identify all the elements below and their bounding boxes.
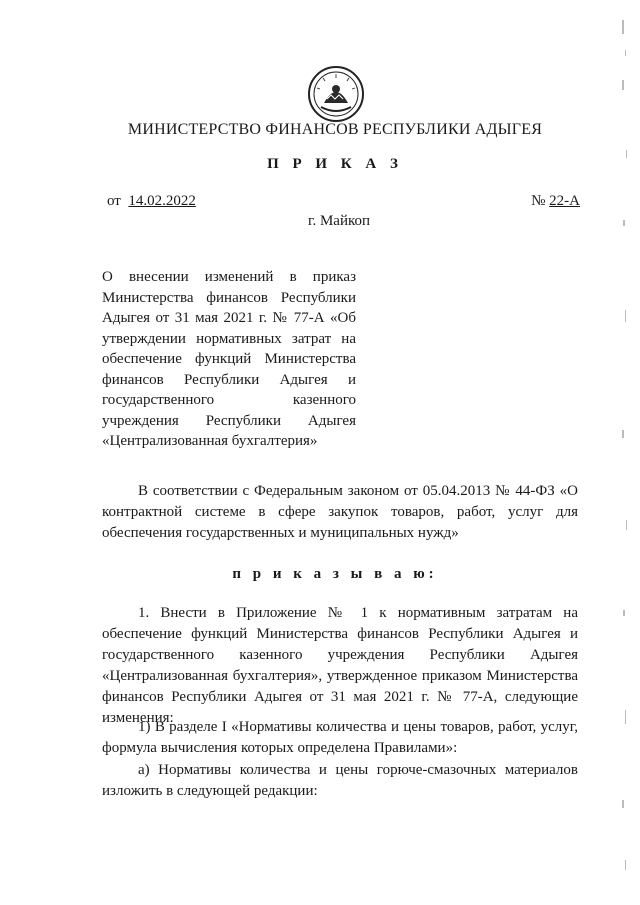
order-title: П Р И К А З bbox=[267, 156, 403, 172]
decree-word: п р и к а з ы в а ю: bbox=[232, 566, 438, 582]
scan-noise bbox=[616, 10, 632, 890]
date-value: 14.02.2022 bbox=[128, 193, 196, 209]
order-subject: О внесении изменений в приказ Министерства финансов Республики Адыгея от 31 мая 2021 г. № 77-А «Об утверждении нормативных затрат на обеспечение функций Министерства финансов Республики Адыгея и государственного казенного учреждения Республики Адыгея «Централизованная бухгалтерия» bbox=[102, 269, 356, 449]
preamble: В соответствии с Федеральным законом от 05.04.2013 № 44-ФЗ «О контрактной системе в сфере закупок товаров, работ, услуг для обеспечения государственных и муниципальных нужд» bbox=[102, 483, 578, 541]
paragraph: а) Нормативы количества и цены горюче-смазочных материалов изложить в следующей редакции: bbox=[102, 762, 578, 799]
paragraph: 1. Внести в Приложение № 1 к нормативным затратам на обеспечение функций Министерства финансов Республики Адыгея и государственного казенного учреждения Республики Адыгея «Централизованная бухгалтерия», утвержденное приказом Министерства финансов Республики Адыгея от 31 мая 2021 г. № 77-А, следующие изменения: bbox=[102, 605, 578, 726]
coat-of-arms-icon bbox=[307, 65, 365, 123]
ministry-name: МИНИСТЕРСТВО ФИНАНСОВ РЕСПУБЛИКИ АДЫГЕЯ bbox=[127, 121, 543, 138]
order-number bbox=[531, 193, 580, 210]
number-prefix: № bbox=[531, 193, 546, 209]
order-date bbox=[107, 193, 196, 210]
paragraph: 1) В разделе I «Нормативы количества и цены товаров, работ, услуг, формула вычисления которых определена Правилами»: bbox=[102, 719, 578, 756]
city: г. Майкоп bbox=[308, 213, 371, 229]
date-prefix: от bbox=[107, 193, 121, 209]
number-value: 22-А bbox=[549, 193, 580, 209]
